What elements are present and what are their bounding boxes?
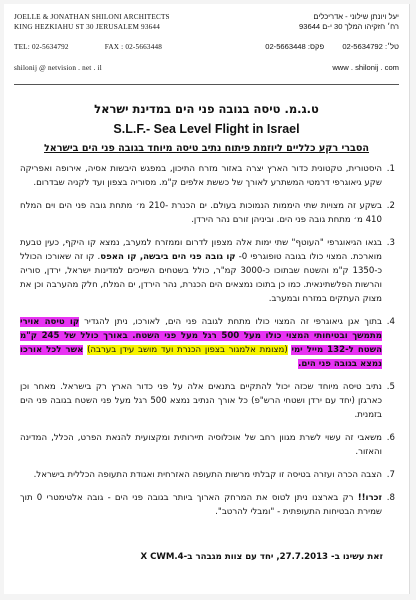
- title-hebrew: ט.ג.מ. טיסה בגובה פני הים במדינת ישראל: [94, 102, 319, 116]
- letterhead-firm-name: JOELLE & JONATHAN SHILONI ARCHITECTS: [14, 13, 170, 21]
- highlighted-text-yellow: (מצומת אלמגור בצפון הכנרת ועד מושב עידן בערבה): [87, 345, 288, 355]
- letterhead-tel: TEL: 02-5634792: [14, 43, 69, 52]
- item-number: 1.: [386, 164, 395, 174]
- letterhead-phone-fax-he: [229, 42, 399, 52]
- list-item: [20, 199, 395, 227]
- document-page: [4, 4, 410, 594]
- item-text: בגאו הגיאוגרפי "העוטף" שתי ימות אלה מצפון לדרום וממזרח למערב, נמצא קו היקף, כעין טבעת מוארכת. המצוי כולו בגובה טופוגרפי 0-: [20, 238, 382, 262]
- item-number: 5.: [386, 382, 395, 392]
- item-bold-text: קו גובה פני הים ביבשה, קו האפס: [100, 252, 236, 262]
- letterhead-email: shilonij @ netvision . net . il: [14, 63, 102, 72]
- item-text: היסטורית, טקטונית כדור הארץ יצרה באזור מזרח התיכון, במפגש היבשות אסיה, אירופה ואפריקה שקע גיאוגרפי דרמטי המשתרע לאורך של כששת אלפים ק"מ. מסוריה בצפון ועד לקניה שבדרום.: [20, 164, 382, 188]
- item-text: בתוך אגן גיאוגרפי זה המצוי כולו מתחת לגובה פני הים, לאורכו, ניתן להגדיר: [79, 317, 382, 327]
- list-item: [20, 468, 395, 482]
- item-text: נתיב טיסה מיוחד שכזה יכול להתקיים בתנאים אלה על פני כדור הארץ רק בישראל. מאחר וכן כארגזן (יחד עם ירדן ושטחי הרש"פ) כל אורך הנתיב נמצא 500 רגל מעל פני השטח בגובה פני הים בזמנית.: [20, 382, 382, 420]
- letterhead-fax: FAX : 02-5663448: [104, 43, 163, 52]
- letterhead-address-he: רח׳ חזקיהו המלך 30 י-ם 93644: [299, 22, 399, 32]
- item-number: 3.: [386, 238, 395, 248]
- highlighted-text-magenta: אשר לכל אורכו נמצא בגובה פני הים.: [20, 345, 382, 369]
- list-item: [20, 380, 395, 422]
- letterhead-tel-he: טל׳: 02-5634792: [342, 42, 399, 52]
- item-number: 8.: [386, 493, 395, 503]
- numbered-list: [20, 162, 395, 528]
- list-item: [20, 236, 395, 306]
- list-item: [20, 491, 395, 519]
- letterhead-phone-fax: [14, 42, 204, 52]
- letterhead-divider: [14, 84, 399, 85]
- item-text: משאבי זה עשוי לשרת מגוון רחב של אוכלוסיה תיירותית ומקצועית להנאת הפרט, הכלל, המדינה והאזור.: [20, 433, 382, 457]
- letterhead-hebrew: [229, 12, 399, 73]
- item-number: 6.: [386, 433, 395, 443]
- highlighted-text-magenta: קו טיסה אוירי מתמשך ובטיחותי המצוי כולו מעל 500 רגל מעל פני השטח. באורך כולל של 245 ק"מ השטח ל-132 מייל ימי: [20, 317, 382, 355]
- item-text: רק בארצנו ניתן לטוס את המרחק הארוך ביותר בגובה פני הים - גובה אלטימטרי 0 תוך שמירת הבטיחות התעופתית - "ומבלי להרטב".: [20, 493, 382, 517]
- letterhead-firm-name-he: יעל ויונתן שילוני - אדריכלים: [313, 12, 399, 21]
- item-bold-text: זכרו!!: [357, 493, 382, 503]
- list-item: [20, 431, 395, 459]
- item-number: 4.: [386, 317, 395, 327]
- item-text: הצבה הכרה ועזרה בטיסה זו קבלתי מרשות התעופה האזרחית ואגודת התעופה הכללית בישראל.: [33, 470, 382, 480]
- letterhead: [14, 12, 399, 90]
- letterhead-fax-he: פקס: 02-5663448: [265, 42, 325, 52]
- letterhead-address: KING HEZKIAHU ST 30 JERUSALEM 93644: [14, 23, 161, 32]
- section-heading: הסברי רקע כלליים ליוזמת פיתוח נתיב טיסה מיוחד בגובה פני הים בישראל: [43, 143, 370, 154]
- closing-note: זאת עשינו ב- 27.7.2013, יחד עם צוות מגבהר ב-X CWM.4: [140, 552, 383, 562]
- title-english: S.L.F.- Sea Level Flight in Israel: [113, 122, 300, 136]
- item-text: . קו זה שאורכו הכולל כ-1350 ק"מ והשטח שבתוכו כ-3000 קמ"ר, כולל בשטחים השייכים למדינות ישראל, ירדן, סוריה והרשות הפלשתינאית. כמו כן בתוכו נמצאים הים הכנרת, נהר הירדן, ים המלח, חלק מהערבה וכן את מצוק העתקים במזרח ובמערב.: [20, 252, 383, 304]
- letterhead-website: www . shilonij . com: [332, 62, 399, 72]
- item-number: 7.: [386, 470, 395, 480]
- item-number: 2.: [386, 201, 395, 211]
- letterhead-english: [14, 12, 204, 73]
- list-item: [20, 162, 395, 190]
- list-item: [20, 315, 395, 371]
- item-text: בשקע זה מצויות שתי היממות הנמוכות בעולם. ים הכנרת -210 מ׳ מתחת גובה פני הים וים המלח 410 מ׳ מתחת גובה פני הים. וביניהן זורם נהר הירדן.: [20, 201, 382, 225]
